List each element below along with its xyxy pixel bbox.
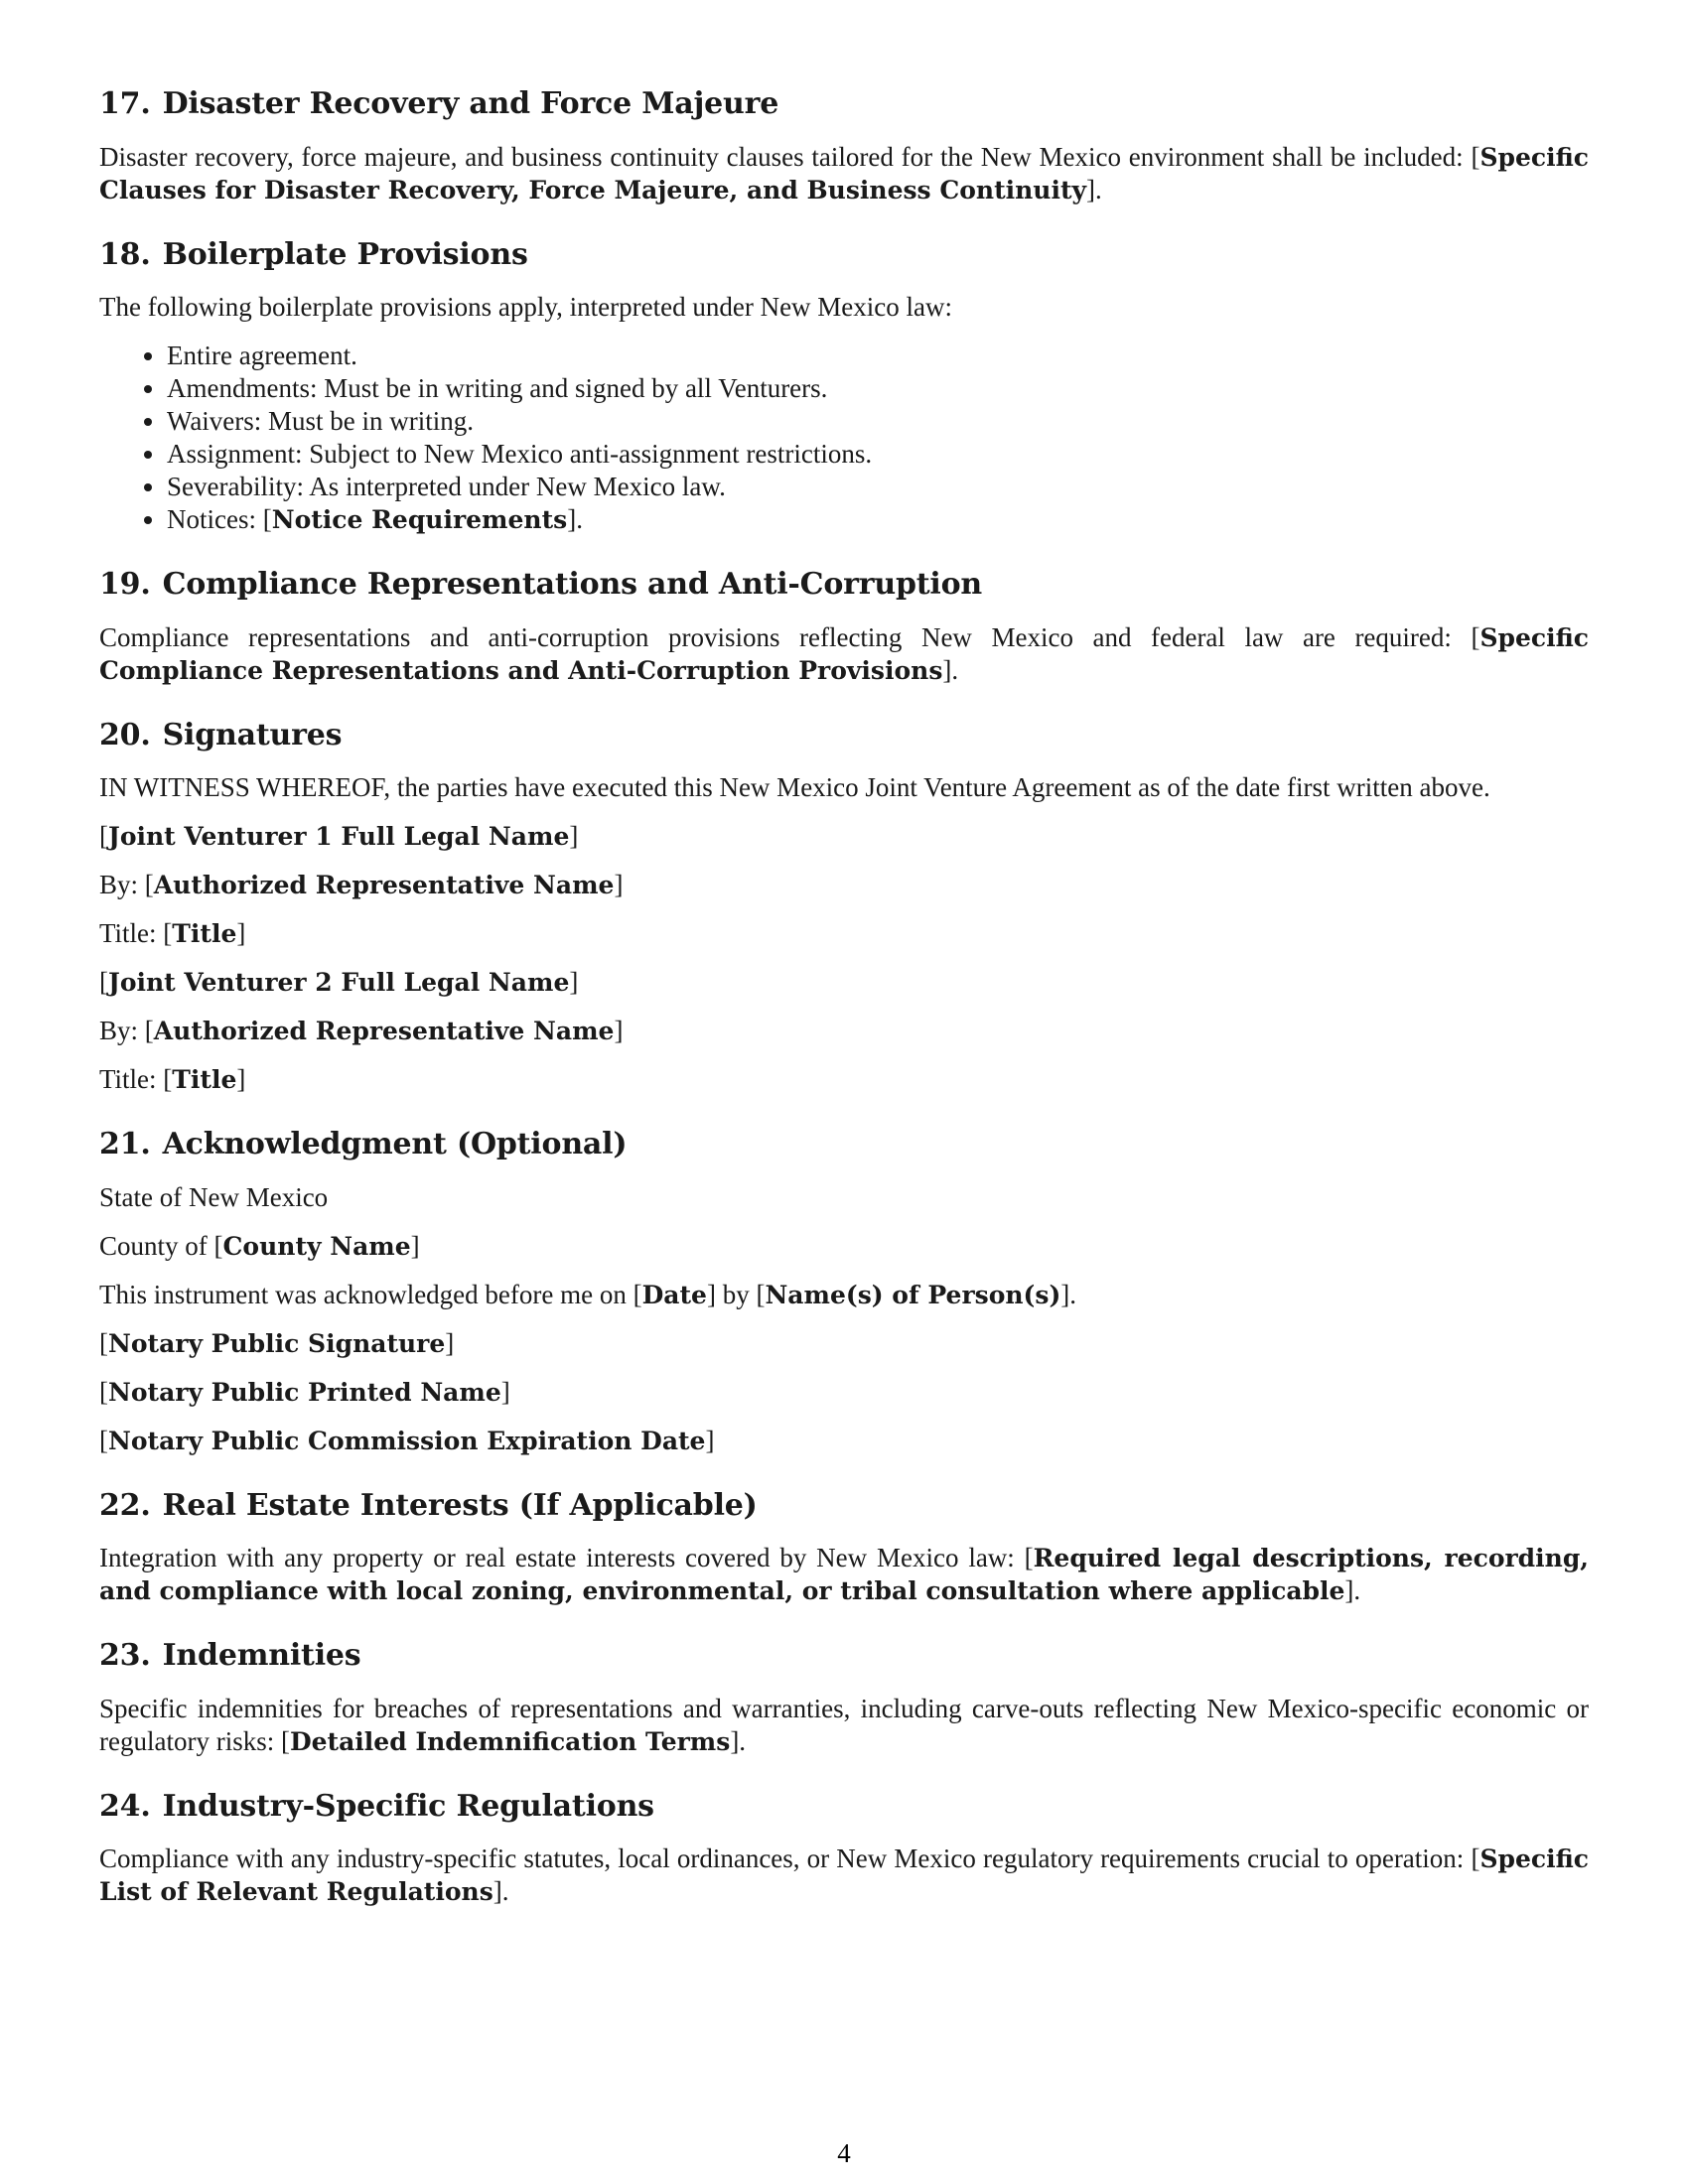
placeholder-field: Specific Clauses for Disaster Recovery, Force Majeure, and Business Continuity: [99, 142, 1589, 205]
section-heading: 18. Boilerplate Provisions: [99, 236, 528, 272]
list-item: • Waivers: Must be in writing.: [167, 405, 1589, 438]
venturer-1-title: Title: [Title]: [99, 918, 246, 948]
section-heading: 22. Real Estate Interests (If Applicable): [99, 1487, 758, 1523]
section-heading: 23. Indemnities: [99, 1638, 361, 1673]
section-body: Integration with any property or real estate interests covered by New Mexico law: [Required legal descriptions, recording, and compliance with local zoning, environmental, or tribal consultation where applicable].: [99, 1543, 1590, 1605]
section-heading: 20. Signatures: [99, 717, 343, 752]
notary-expiration: [Notary Public Commission Expiration Date]: [99, 1425, 715, 1455]
provisions-list: [99, 340, 1589, 536]
venturer-2-title: Title: [Title]: [99, 1064, 246, 1094]
list-item: • Notices: [Notice Requirements].: [167, 503, 1589, 536]
section-heading: 19. Compliance Representations and Anti-Corruption: [99, 567, 983, 602]
document-page: [99, 85, 1589, 1938]
section-21: [99, 1126, 1589, 1457]
section-body: Disaster recovery, force majeure, and business continuity clauses tailored for the New Mexico environment shall be included: [Specific Clauses for Disaster Recovery, Force Majeure, and Business Continuity].: [99, 141, 1589, 205]
section-17: [99, 85, 1589, 206]
venturer-2-name: [Joint Venturer 2 Full Legal Name]: [99, 967, 579, 997]
venturer-1-by: By: [Authorized Representative Name]: [99, 870, 624, 899]
section-18: [99, 236, 1589, 537]
venturer-2-by: By: [Authorized Representative Name]: [99, 1016, 624, 1045]
section-heading: 24. Industry-Specific Regulations: [99, 1788, 654, 1824]
page-number: 4: [837, 2138, 851, 2168]
notary-signature: [Notary Public Signature]: [99, 1327, 455, 1358]
section-23: [99, 1637, 1589, 1758]
placeholder-field: Detailed Indemnification Terms: [289, 1726, 731, 1756]
notary-printed-name: [Notary Public Printed Name]: [99, 1376, 510, 1407]
list-item: • Entire agreement.: [167, 340, 1589, 372]
state-line: State of New Mexico: [99, 1181, 329, 1212]
county-line: County of [County Name]: [99, 1230, 420, 1261]
section-heading: 21. Acknowledgment (Optional): [99, 1127, 628, 1161]
placeholder-field: Required legal descriptions, recording, and compliance with local zoning, environmental, or tribal consultation where applicable: [99, 1544, 1590, 1605]
section-20: [99, 717, 1589, 1097]
section-body: Specific indemnities for breaches of representations and warranties, including carve-outs reflecting New Mexico-specific economic or regulatory risks: [Detailed Indemnification Terms].: [99, 1693, 1589, 1756]
section-body: Compliance representations and anti-corruption provisions reflecting New Mexico and federal law are required: [Specific Compliance Representations and Anti-Corruption Provisions].: [99, 621, 1589, 685]
placeholder-field: Specific Compliance Representations and Anti-Corruption Provisions: [99, 622, 1589, 685]
acknowledgment-line: This instrument was acknowledged before me on [Date] by [Name(s) of Person(s)].: [99, 1279, 1077, 1309]
placeholder-field: Notice Requirements: [271, 505, 568, 534]
section-body: The following boilerplate provisions apply, interpreted under New Mexico law:: [99, 292, 953, 322]
section-19: [99, 566, 1589, 687]
venturer-1-name: [Joint Venturer 1 Full Legal Name]: [99, 821, 579, 851]
section-heading: 17. Disaster Recovery and Force Majeure: [99, 86, 779, 121]
section-22: [99, 1487, 1589, 1608]
section-body: Compliance with any industry-specific statutes, local ordinances, or New Mexico regulatory requirements crucial to operation: [Specific List of Relevant Regulations].: [99, 1843, 1589, 1906]
list-item: • Severability: As interpreted under New Mexico law.: [167, 471, 1589, 503]
section-24: [99, 1788, 1589, 1909]
placeholder-field: Specific List of Relevant Regulations: [99, 1844, 1589, 1906]
list-item: • Assignment: Subject to New Mexico anti-assignment restrictions.: [167, 438, 1589, 471]
list-item: • Amendments: Must be in writing and signed by all Venturers.: [167, 372, 1589, 405]
section-body: IN WITNESS WHEREOF, the parties have executed this New Mexico Joint Venture Agreement as of the date first written above.: [99, 772, 1490, 802]
